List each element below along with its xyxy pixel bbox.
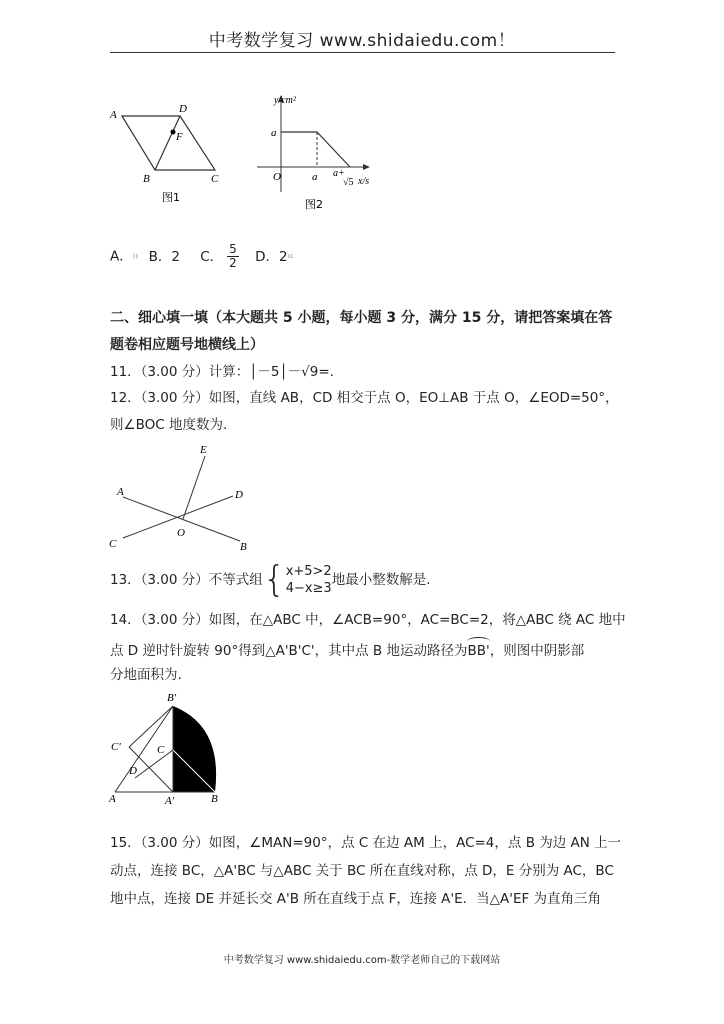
fig1-label-d: D — [179, 103, 187, 115]
figure-1 — [105, 100, 235, 205]
option-d: D．2 — [255, 248, 288, 265]
fig14-label-b: B — [211, 793, 218, 805]
question-12-line1: 12．（3.00 分）如图，直线 AB，CD 相交于点 O，EO⊥AB 于点 O，∠EOD=50°， — [110, 390, 619, 406]
q13-eq1: x+5>2 — [285, 564, 332, 579]
fig12-label-c: C — [109, 538, 117, 550]
fig2-a-label: a — [271, 127, 277, 139]
answer-options — [110, 243, 293, 270]
question-14-line1: 14．（3.00 分）如图，在△ABC 中，∠ACB=90°，AC=BC=2，将△ABC 绕 AC 地中 — [110, 612, 626, 628]
fig2-x-a: a — [312, 171, 318, 183]
fig2-x-a-plus: a+ — [333, 168, 345, 179]
page-footer: 中考数学复习 www.shidaiedu.com-数学老师自己的下载网站 — [223, 955, 501, 966]
fig14-label-b-prime: B' — [167, 692, 177, 704]
fig2-x-label: x/s — [358, 176, 370, 187]
fig2-caption: 图2 — [305, 198, 323, 211]
section2-heading-line2: 题卷相应题号地横线上） — [110, 337, 264, 353]
option-d-formula-image: ▯▯ — [287, 253, 294, 260]
question-15-line3: 地中点，连接 DE 并延长交 A'B 所在直线于点 F，连接 A'E．当△A'EF 为直角三角 — [110, 891, 602, 907]
fig12-label-d: D — [235, 489, 243, 501]
fig14-label-c: C — [157, 744, 165, 756]
fig2-sqrt5: √5 — [343, 177, 354, 188]
fig2-origin: O — [273, 171, 281, 183]
option-a-formula-image: ▯▯ — [132, 253, 139, 260]
section2-heading-line1: 二、细心填一填（本大题共 5 小题，每小题 3 分，满分 15 分，请把答案填在答 — [110, 310, 613, 326]
q13-suffix: 地最小整数解是. — [331, 572, 431, 588]
q13-eq2: 4−x≥3 — [285, 581, 332, 596]
fig1-label-f: F — [176, 131, 183, 143]
question-14-line3: 分地面积为. — [110, 667, 182, 683]
fig12-label-o: O — [177, 527, 185, 539]
question-12-line2: 则∠BOC 地度数为. — [110, 417, 228, 433]
page-header: 中考数学复习 www.shidaiedu.com！ — [208, 31, 516, 51]
fig12-label-e: E — [200, 444, 207, 456]
fig1-caption: 图1 — [162, 191, 180, 204]
header-divider — [110, 52, 615, 53]
fig1-label-a: A — [110, 109, 117, 121]
option-b: B．2 — [148, 248, 180, 265]
fig14-label-d: D — [129, 765, 137, 777]
figure-2 — [255, 92, 380, 214]
fig12-label-b: B — [240, 541, 247, 553]
fig2-y-label: y/cm² — [274, 95, 296, 106]
question-15-line2: 动点，连接 BC，△A'BC 与△ABC 关于 BC 所在直线对称，点 D，E 分别为 AC，BC — [110, 863, 614, 879]
question-13 — [110, 559, 431, 600]
fig1-label-c: C — [211, 173, 219, 185]
q13-system — [286, 563, 332, 597]
fig14-label-a: A — [109, 793, 116, 805]
option-c: C． — [200, 248, 224, 265]
figure-q14 — [105, 688, 230, 808]
fig1-label-b: B — [143, 173, 150, 185]
question-15-line1: 15．（3.00 分）如图，∠MAN=90°，点 C 在边 AM 上，AC=4，点 B 为边 AN 上一 — [110, 835, 622, 851]
arc-bb: BB' — [467, 637, 489, 661]
question-14-line2: 点 D 逆时针旋转 90°得到△A'B'C'，其中点 B 地运动路径为BB'，则图中阴影部 — [110, 637, 584, 661]
question-11: 11．（3.00 分）计算：│－5│－√9=. — [110, 364, 334, 380]
q13-brace: { — [262, 559, 286, 600]
fig12-label-a: A — [117, 486, 124, 498]
option-a: A． — [110, 248, 133, 265]
figure-q12 — [105, 440, 265, 555]
q13-prefix: 13．（3.00 分）不等式组 — [110, 572, 263, 588]
option-c-fraction: $\frac{5}{2}$ — [229, 242, 237, 270]
fig14-label-a-prime: A' — [165, 795, 175, 807]
fig14-label-c-prime: C' — [111, 741, 121, 753]
